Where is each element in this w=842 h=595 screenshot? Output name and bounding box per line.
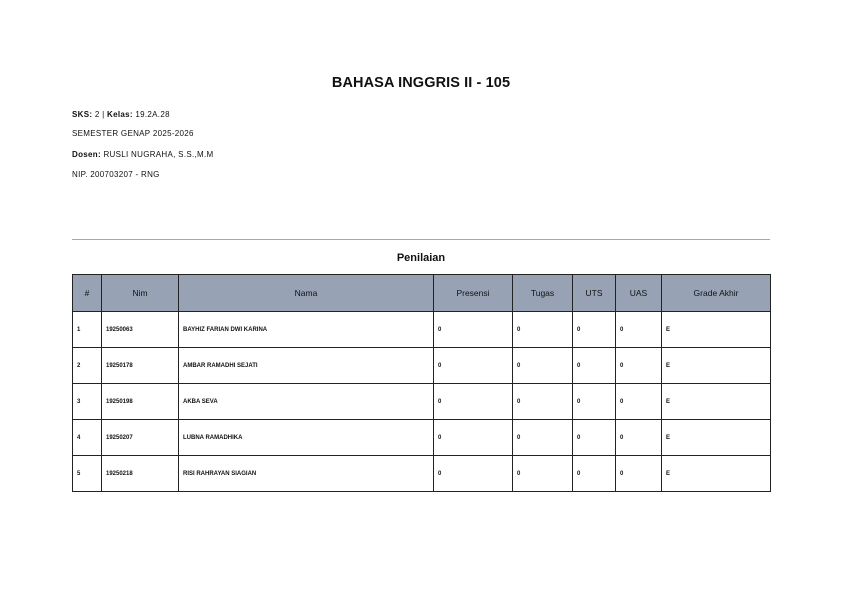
column-header-uas: UAS [616,275,662,312]
cell-uts: 0 [573,420,616,456]
column-header-number: # [73,275,102,312]
cell-uas: 0 [616,456,662,492]
cell-nama: RISI RAHRAYAN SIAGIAN [179,456,434,492]
column-header-nama: Nama [179,275,434,312]
kelas-label: Kelas: [107,110,133,119]
column-header-tugas: Tugas [513,275,573,312]
table-header-row [73,275,771,312]
cell-tugas: 0 [513,312,573,348]
cell-number: 1 [73,312,102,348]
grades-table [72,274,771,492]
page-title: BAHASA INGGRIS II - 105 [331,75,511,91]
cell-grade: E [662,384,771,420]
cell-uts: 0 [573,456,616,492]
cell-nama: LUBNA RAMADHIKA [179,420,434,456]
table-row [73,384,771,420]
sks-label: SKS: [72,110,93,119]
column-header-grade-akhir: Grade Akhir [662,275,771,312]
cell-tugas: 0 [513,384,573,420]
cell-grade: E [662,312,771,348]
cell-grade: E [662,456,771,492]
table-row [73,456,771,492]
cell-number: 5 [73,456,102,492]
cell-uts: 0 [573,348,616,384]
kelas-value: 19.2A.28 [135,110,170,119]
table-row [73,312,771,348]
cell-uas: 0 [616,420,662,456]
cell-uas: 0 [616,384,662,420]
table-row [73,420,771,456]
separator: | [99,110,108,119]
cell-uts: 0 [573,312,616,348]
cell-nama: AMBAR RAMADHI SEJATI [179,348,434,384]
cell-nim: 19250178 [102,348,179,384]
section-title: Penilaian [396,252,446,264]
cell-tugas: 0 [513,348,573,384]
cell-grade: E [662,348,771,384]
cell-number: 2 [73,348,102,384]
dosen-line [72,150,213,159]
cell-presensi: 0 [434,348,513,384]
cell-tugas: 0 [513,456,573,492]
column-header-presensi: Presensi [434,275,513,312]
dosen-value: RUSLI NUGRAHA, S.S.,M.M [103,150,214,159]
cell-uas: 0 [616,348,662,384]
cell-nama: BAYHIZ FARIAN DWI KARINA [179,312,434,348]
table-row [73,348,771,384]
divider [72,239,770,240]
cell-nim: 19250198 [102,384,179,420]
cell-nim: 19250063 [102,312,179,348]
cell-presensi: 0 [434,420,513,456]
sks-kelas-line [72,110,170,119]
cell-number: 3 [73,384,102,420]
cell-presensi: 0 [434,456,513,492]
cell-tugas: 0 [513,420,573,456]
semester-line: SEMESTER GENAP 2025-2026 [72,129,194,138]
sks-value: 2 [94,110,100,119]
cell-presensi: 0 [434,384,513,420]
cell-uas: 0 [616,312,662,348]
cell-uts: 0 [573,384,616,420]
cell-nim: 19250207 [102,420,179,456]
cell-presensi: 0 [434,312,513,348]
column-header-uts: UTS [573,275,616,312]
dosen-label: Dosen: [72,150,101,159]
cell-number: 4 [73,420,102,456]
cell-grade: E [662,420,771,456]
cell-nim: 19250218 [102,456,179,492]
column-header-nim: Nim [102,275,179,312]
cell-nama: AKBA SEVA [179,384,434,420]
nip-line: NIP. 200703207 - RNG [72,170,160,179]
